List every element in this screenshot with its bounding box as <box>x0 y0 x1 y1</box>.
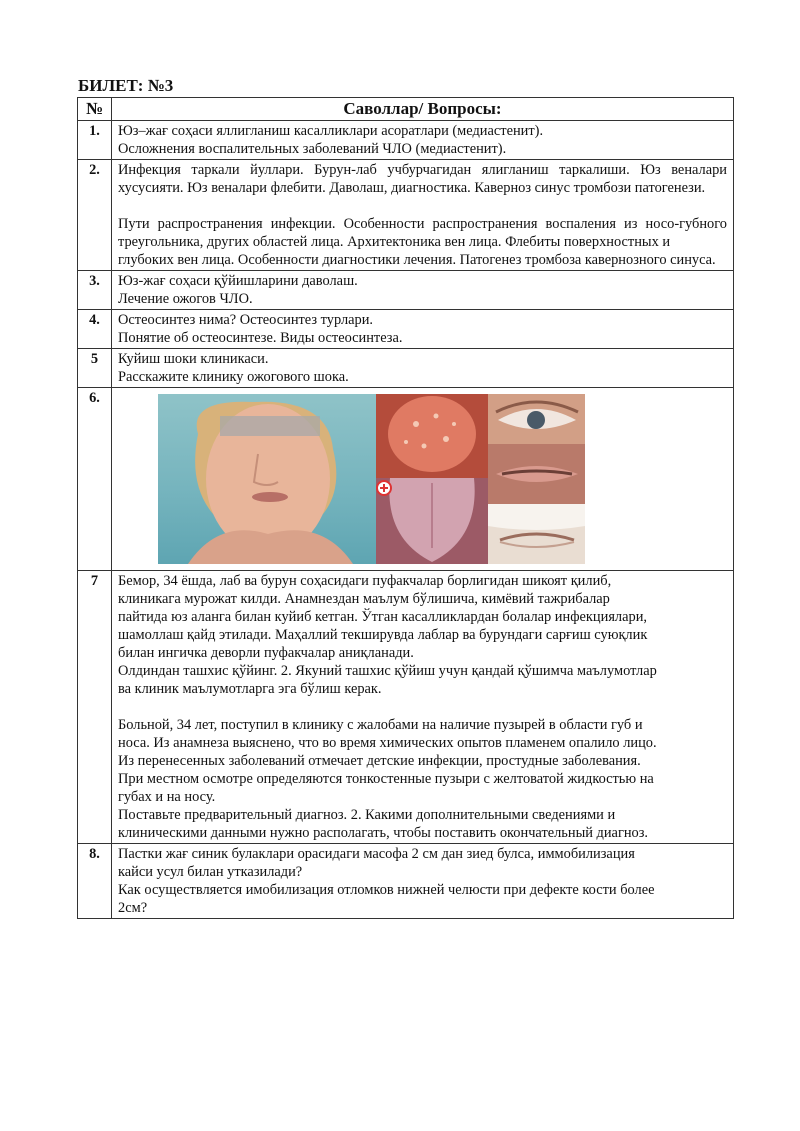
table-row <box>78 844 734 919</box>
question-line: Юз-жағ соҳаси қўйишларини даволаш. <box>118 273 358 289</box>
row-number: 8. <box>78 844 112 919</box>
swollen-eye-photo <box>488 444 585 504</box>
case-line: пайтида юз аланга билан куйиб кетган. Ўтган касалликлардан болалар инфекциялари, <box>118 609 647 625</box>
table-row <box>78 388 734 571</box>
case-line: При местном осмотре определяются тонкостенные пузыри с желтоватой жидкостью на <box>118 771 654 787</box>
table-header-row <box>78 98 734 121</box>
question-line: Расскажите клинику ожогового шока. <box>118 369 349 385</box>
question-cell <box>112 349 734 388</box>
question-cell <box>112 844 734 919</box>
case-line: Олдиндан ташхис қўйинг. 2. Якуний ташхис қўйиш учун қандай қўшимча маълумотлар <box>118 663 657 679</box>
question-line: Как осуществляется имобилизация отломков нижней челюсти при дефекте кости более <box>118 882 655 898</box>
patient-face-photo <box>158 394 376 564</box>
case-line: Из перенесенных заболеваний отмечает детские инфекции, простудные заболевания. <box>118 753 641 769</box>
case-line: носа. Из анамнеза выяснено, что во время химических опытов пламенем опалило лицо. <box>118 735 657 751</box>
question-line: Куйиш шоки клиникаси. <box>118 351 269 367</box>
row-number: 7 <box>78 571 112 844</box>
question-cell <box>112 160 734 271</box>
case-line: шамоллаш қайд этилади. Маҳаллий текширувда лаблар ва бурундаги сарғиш суюқлик <box>118 627 648 643</box>
question-paragraph: Инфекция таркали йуллари. Бурун-лаб учбурчагидан ялигланиш таркалиши. Юз веналари хусусияти. Юз веналари флебити. Даволаш, диагностика. Кавернoз синус тромбози патогенези. <box>118 162 727 196</box>
clinical-photo-collage <box>158 394 585 564</box>
question-line: Юз–жағ соҳаси яллигланиш касалликлари асоратлари (медиастенит). <box>118 123 544 139</box>
table-row <box>78 271 734 310</box>
case-line: Больной, 34 лет, поступил в клинику с жалобами на наличие пузырей в области губ и <box>118 717 643 733</box>
questions-table <box>77 97 734 919</box>
case-line: ва клиник маълумотларга эга бўлиш керак. <box>118 681 382 697</box>
table-row <box>78 310 734 349</box>
tongue-photo <box>376 478 488 564</box>
question-cell <box>112 271 734 310</box>
question-line: Лечение ожогов ЧЛО. <box>118 291 253 307</box>
case-line: клиникага мурожат килди. Анамнездан маълум бўлишича, кимёвий тажрибалар <box>118 591 610 607</box>
row-number: 4. <box>78 310 112 349</box>
row-number: 5 <box>78 349 112 388</box>
row-number: 2. <box>78 160 112 271</box>
row-number: 6. <box>78 388 112 571</box>
image-cell <box>112 388 734 571</box>
case-line: Поставьте предварительный диагноз. 2. Какими дополнительными сведениями и <box>118 807 616 823</box>
question-line: Осложнения воспалительных заболеваний ЧЛО (медиастенит). <box>118 141 507 157</box>
questions-header: Саволлар/ Вопросы: <box>112 98 734 121</box>
ticket-title: БИЛЕТ: №3 <box>78 76 174 95</box>
case-line: губах и на носу. <box>118 789 216 805</box>
question-paragraph: глубоких вен лица. Особенности диагностики лечения. Патогенез тромбоза кавернозного синуса. <box>118 252 716 268</box>
table-row <box>78 349 734 388</box>
question-line: Понятие об остеосинтезе. Виды остеосинтеза. <box>118 330 403 346</box>
row-number: 3. <box>78 271 112 310</box>
question-paragraph: Пути распространения инфекции. Особенности распространения воспаления из носо-губного треугольника, других областей лица. Архитектоника вен лица. Флебиты поверхностных и <box>118 216 727 250</box>
row-number: 1. <box>78 121 112 160</box>
question-line: кайси усул билан утказилади? <box>118 864 303 880</box>
question-cell <box>112 121 734 160</box>
question-cell <box>112 571 734 844</box>
case-line: клиническими данными нужно располагать, чтобы поставить окончательный диагноз. <box>118 825 649 841</box>
question-line: Остеосинтез нима? Остеосинтез турлари. <box>118 312 374 328</box>
eye-photo <box>488 394 585 444</box>
table-row <box>78 160 734 271</box>
num-header: № <box>78 98 112 121</box>
table-row <box>78 121 734 160</box>
table-row <box>78 571 734 844</box>
case-line: билан ингичка деворли пуфакчалар аниқланади. <box>118 645 414 661</box>
question-line: Пастки жағ синик булаклари орасидаги масофа 2 см дан зиед булса, иммобилизация <box>118 846 635 862</box>
bandaged-eye-photo <box>488 504 585 564</box>
case-line: Бемор, 34 ёшда, лаб ва бурун соҳасидаги пуфакчалар борлигидан шикоят қилиб, <box>118 573 612 589</box>
question-line: 2см? <box>118 900 148 916</box>
tongue-lesion-photo <box>376 394 488 478</box>
question-cell <box>112 310 734 349</box>
